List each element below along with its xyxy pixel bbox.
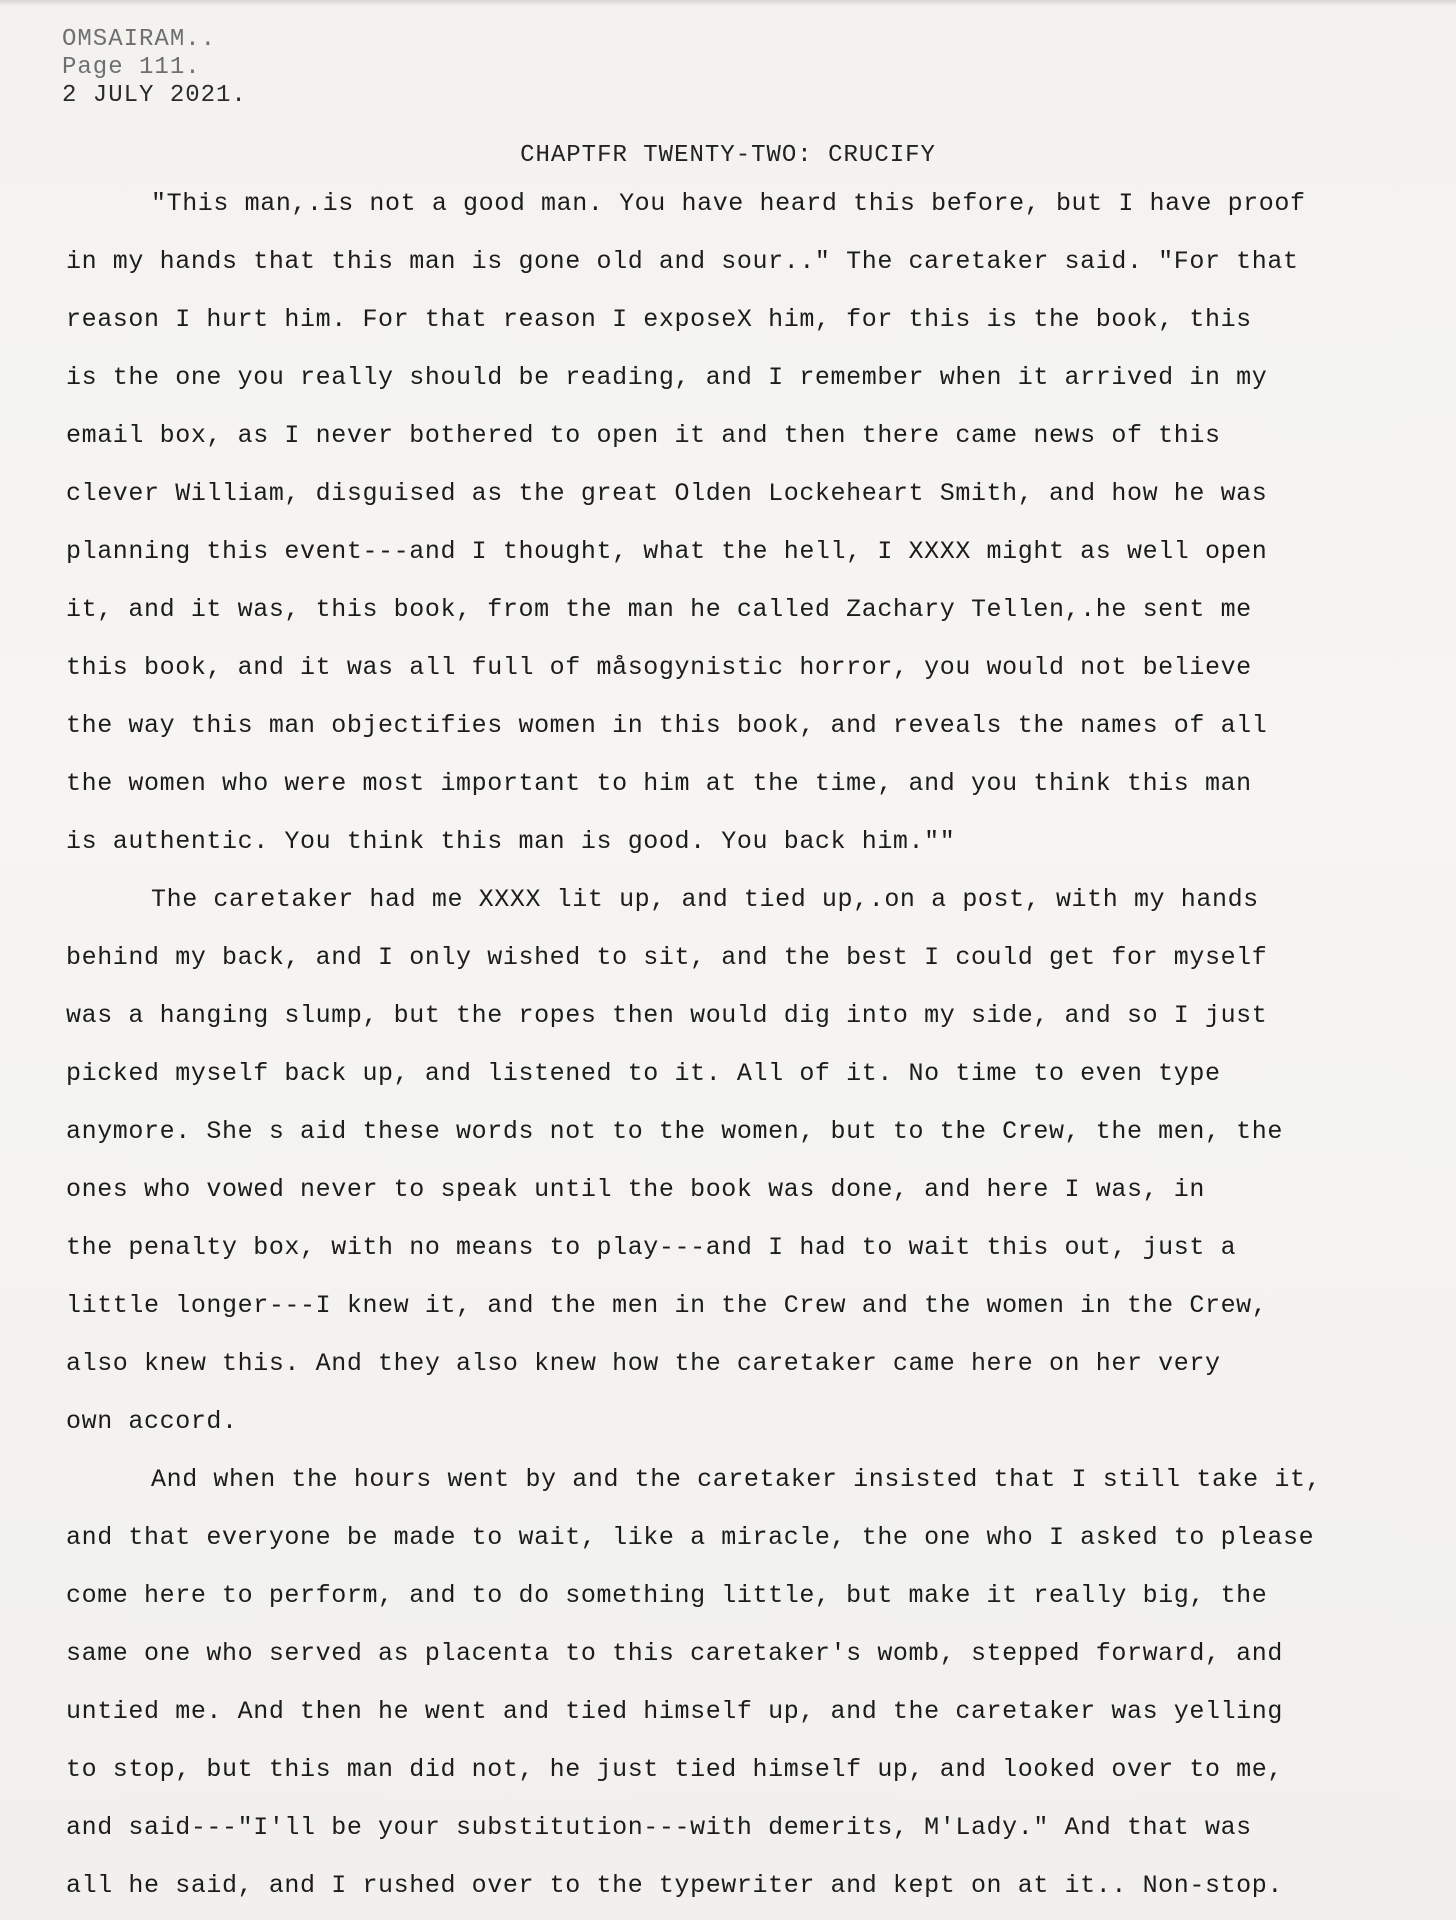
text-line: little longer---I knew it, and the men in the Crew and the women in the Crew, [66,1291,1268,1320]
header-line-1: OMSAIRAM.. [62,26,217,53]
text-line: reason I hurt him. For that reason I exposeX him, for this is the book, this [66,305,1252,334]
text-line: in my hands that this man is gone old and sour.." The caretaker said. "For that [66,247,1299,276]
text-line: also knew this. And they also knew how the caretaker came here on her very [66,1349,1221,1378]
page-top-edge [0,0,1456,6]
text-line: same one who served as placenta to this caretaker's womb, stepped forward, and [66,1639,1283,1668]
text-line: is authentic. You think this man is good. You back him."" [66,827,956,856]
body-text [66,186,1412,1920]
text-line: come here to perform, and to do something little, but make it really big, the [66,1581,1268,1610]
text-line: this book, and it was all full of måsogynistic horror, you would not believe [66,653,1252,682]
text-line: anymore. She s aid these words not to the women, but to the Crew, the men, the [66,1117,1283,1146]
chapter-title: CHAPTFR TWENTY-TWO: CRUCIFY [520,142,936,169]
text-line: behind my back, and I only wished to sit, and the best I could get for myself [66,943,1268,972]
text-line: And when the hours went by and the caretaker insisted that I still take it, [151,1465,1322,1494]
text-line: clever William, disguised as the great Olden Lockeheart Smith, and how he was [66,479,1268,508]
page-header [62,26,247,110]
text-line: was a hanging slump, but the ropes then would dig into my side, and so I just [66,1001,1268,1030]
text-line: email box, as I never bothered to open it and then there came news of this [66,421,1221,450]
text-line: to stop, but this man did not, he just tied himself up, and looked over to me, [66,1755,1283,1784]
text-line: own accord. [66,1407,238,1436]
text-line: untied me. And then he went and tied himself up, and the caretaker was yelling [66,1697,1283,1726]
header-page-number: Page 111. [62,54,201,81]
text-line: is the one you really should be reading, and I remember when it arrived in my [66,363,1268,392]
text-line: The caretaker had me XXXX lit up, and tied up,.on a post, with my hands [151,885,1259,914]
text-line: planning this event---and I thought, what the hell, I XXXX might as well open [66,537,1268,566]
text-line: all he said, and I rushed over to the typewriter and kept on at it.. Non-stop. [66,1871,1283,1900]
text-line: the way this man objectifies women in this book, and reveals the names of all [66,711,1268,740]
text-line: the penalty box, with no means to play---and I had to wait this out, just a [66,1233,1237,1262]
text-line: ones who vowed never to speak until the book was done, and here I was, in [66,1175,1205,1204]
text-line: it, and it was, this book, from the man he called Zachary Tellen,.he sent me [66,595,1252,624]
text-line: the women who were most important to him at the time, and you think this man [66,769,1252,798]
text-line: "This man,.is not a good man. You have heard this before, but I have proof [151,189,1306,218]
text-line: and that everyone be made to wait, like a miracle, the one who I asked to please [66,1523,1315,1552]
text-line: picked myself back up, and listened to it. All of it. No time to even type [66,1059,1221,1088]
text-line: and said---"I'll be your substitution---with demerits, M'Lady." And that was [66,1813,1252,1842]
header-date: 2 JULY 2021. [62,82,247,109]
